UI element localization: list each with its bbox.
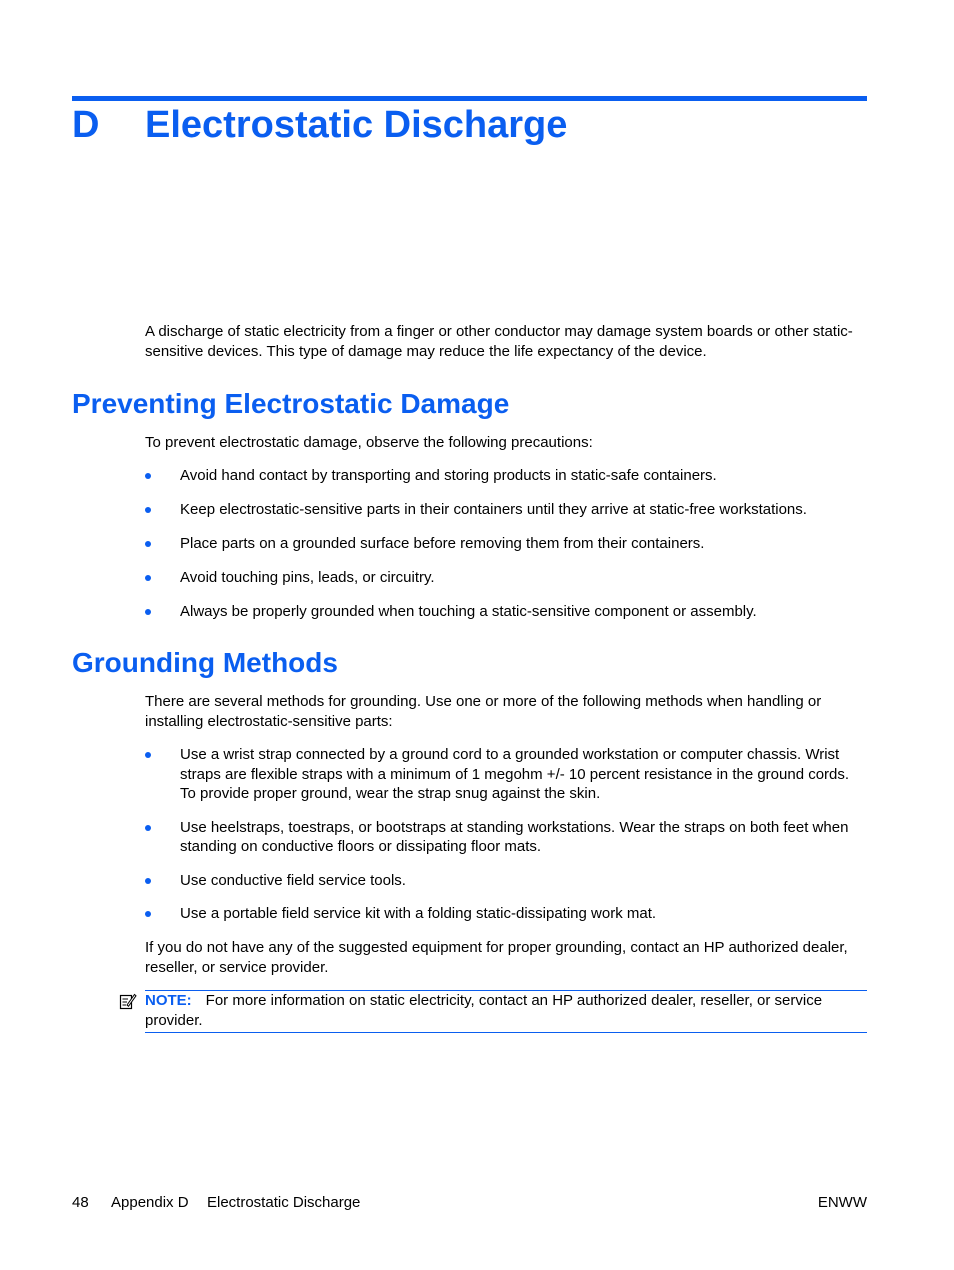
- intro-paragraph: A discharge of static electricity from a finger or other conductor may damage system boards or other static-sensitive devices. This type of damage may reduce the life expectancy of the device.: [145, 323, 853, 360]
- section-heading-grounding: Grounding Methods: [72, 647, 338, 678]
- closing-paragraph: If you do not have any of the suggested equipment for proper grounding, contact an HP authorized dealer, reseller, or service provider.: [145, 939, 848, 976]
- chapter-title: Electrostatic Discharge: [145, 104, 568, 146]
- chapter-letter: D: [72, 104, 100, 146]
- list-item: Avoid touching pins, leads, or circuitry.: [145, 568, 867, 588]
- bullet-icon: [145, 541, 151, 547]
- bullet-icon: [145, 911, 151, 917]
- section-lead: There are several methods for grounding. Use one or more of the following methods when handling or installing electrostatic-sensitive parts:: [145, 693, 822, 730]
- note-box: [145, 990, 867, 1033]
- list-item: Avoid hand contact by transporting and storing products in static-safe containers.: [145, 466, 867, 486]
- bullet-icon: [145, 878, 151, 884]
- bullet-icon: [145, 575, 151, 581]
- section-lead: To prevent electrostatic damage, observe the following precautions:: [145, 434, 593, 451]
- note-pencil-icon: [119, 992, 137, 1010]
- bullet-icon: [145, 473, 151, 479]
- footer-locale: ENWW: [817, 1194, 867, 1211]
- grounding-methods-list: [145, 745, 867, 924]
- bullet-icon: [145, 825, 151, 831]
- list-item: Keep electrostatic-sensitive parts in their containers until they arrive at static-free workstations.: [145, 500, 867, 520]
- bullet-icon: [145, 609, 151, 615]
- list-item: Use conductive field service tools.: [145, 871, 867, 891]
- footer-page-number: 48: [72, 1194, 89, 1211]
- list-item: Use a wrist strap connected by a ground cord to a grounded workstation or computer chassis. Wrist straps are flexible straps with a minimum of 1 megohm +/- 10 percent resistance in the ground cords. To provide proper ground, wear the strap snug against the skin.: [145, 745, 867, 804]
- list-item: Use heelstraps, toestraps, or bootstraps at standing workstations. Wear the straps on both feet when standing on conductive floors or dissipating floor mats.: [145, 818, 867, 857]
- precautions-list: [145, 466, 867, 622]
- list-item: Use a portable field service kit with a folding static-dissipating work mat.: [145, 904, 867, 924]
- list-item: Always be properly grounded when touching a static-sensitive component or assembly.: [145, 602, 867, 622]
- bullet-icon: [145, 752, 151, 758]
- footer-section: Appendix D: [111, 1194, 189, 1211]
- section-heading-preventing: Preventing Electrostatic Damage: [72, 388, 510, 419]
- list-item: Place parts on a grounded surface before removing them from their containers.: [145, 534, 867, 554]
- bullet-icon: [145, 507, 151, 513]
- footer-title: Electrostatic Discharge: [207, 1194, 361, 1211]
- note-label: NOTE:: [145, 992, 192, 1009]
- note-text: For more information on static electricity, contact an HP authorized dealer, reseller, or service provider.: [145, 992, 823, 1029]
